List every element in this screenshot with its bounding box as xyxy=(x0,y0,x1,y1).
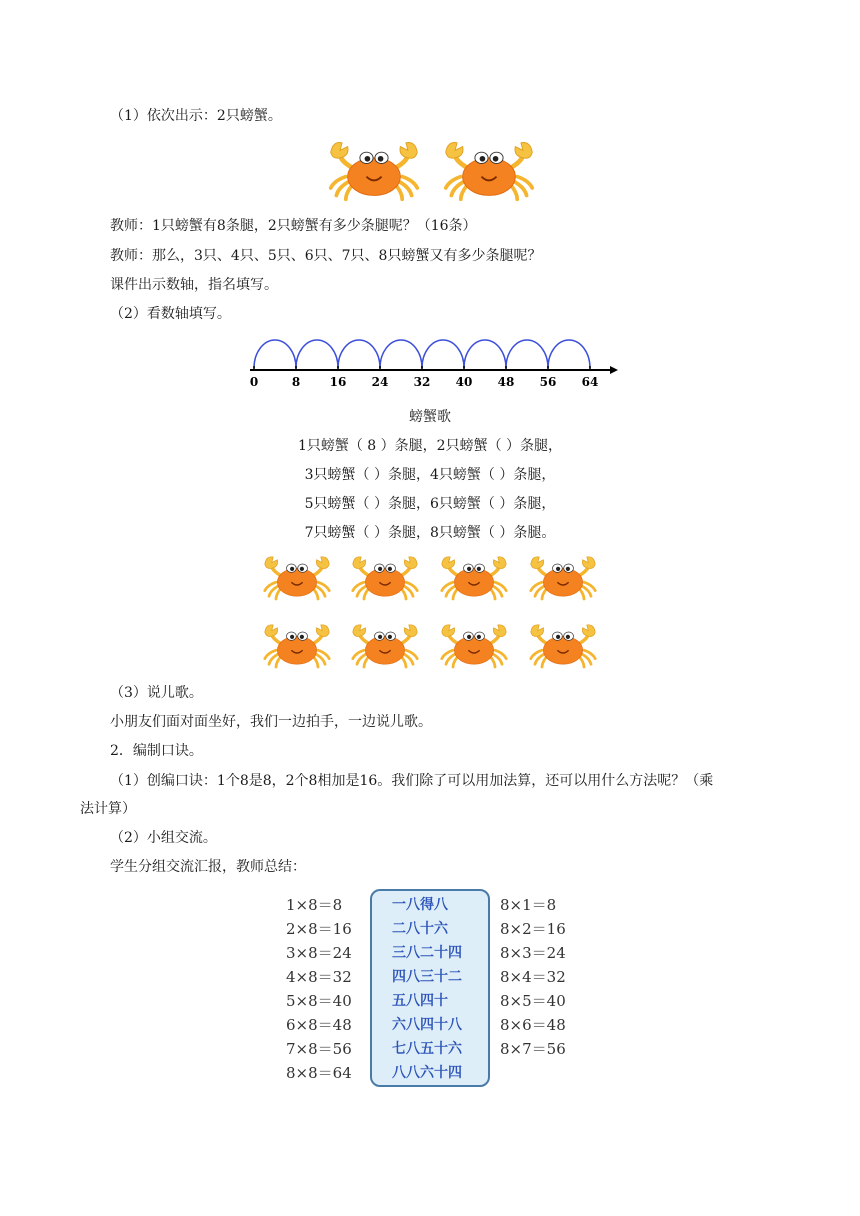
step-3-text: 小朋友们面对面坐好，我们一边拍手，一边说儿歌。 xyxy=(110,714,432,730)
equation: 8×5＝40 xyxy=(500,992,566,1010)
crab-icon xyxy=(528,552,598,604)
mnemonic: 一八得八 xyxy=(392,897,448,913)
summary-intro: 学生分组交流汇报，教师总结： xyxy=(110,859,306,875)
equation: 7×8＝56 xyxy=(286,1040,352,1058)
equation: 8×1＝8 xyxy=(500,896,557,914)
step-3-label: （3）说儿歌。 xyxy=(110,685,203,701)
number-line-label: 40 xyxy=(455,375,473,389)
equation: 8×3＝24 xyxy=(500,944,566,962)
number-line-label: 16 xyxy=(329,375,347,389)
number-line-arc xyxy=(506,340,548,368)
crab-icon xyxy=(350,620,420,672)
mnemonic: 二八十六 xyxy=(392,921,448,937)
create-mnemonic-text-cont: 法计算） xyxy=(80,801,136,817)
group-discuss-label: （2）小组交流。 xyxy=(110,830,217,846)
crab-icon xyxy=(442,138,536,204)
step-1-label: （1）依次出示：2只螃蟹。 xyxy=(110,108,282,124)
crab-icon xyxy=(262,620,332,672)
song-title: 螃蟹歌 xyxy=(409,409,451,425)
equation: 3×8＝24 xyxy=(286,944,352,962)
step-2-label: （2）看数轴填写。 xyxy=(110,306,231,322)
mnemonic: 三八二十四 xyxy=(392,945,462,961)
song-line: 5只螃蟹（ ）条腿，6只螃蟹（ ）条腿， xyxy=(304,496,556,512)
number-line-arc xyxy=(548,340,590,368)
number-line-label: 24 xyxy=(371,375,389,389)
number-line-label: 8 xyxy=(291,375,301,389)
number-line-arc xyxy=(254,340,296,368)
equation: 2×8＝16 xyxy=(286,920,352,938)
number-line-label: 48 xyxy=(497,375,515,389)
song-line: 7只螃蟹（ ）条腿，8只螃蟹（ ）条腿。 xyxy=(304,525,556,541)
mnemonic: 四八三十二 xyxy=(392,969,462,985)
create-mnemonic-text: （1）创编口诀：1个8是8，2个8相加是16。我们除了可以用加法算，还可以用什么方法呢？（乘 xyxy=(110,773,714,789)
right-equations xyxy=(500,893,566,1061)
teacher-question-2: 教师：那么，3只、4只、5只、6只、7只、8只螃蟹又有多少条腿呢？ xyxy=(110,248,542,264)
mnemonic: 七八五十六 xyxy=(392,1041,462,1057)
equation: 8×7＝56 xyxy=(500,1040,566,1058)
equation: 4×8＝32 xyxy=(286,968,352,986)
song-line: 1只螃蟹（ 8 ）条腿，2只螃蟹（ ）条腿， xyxy=(297,438,563,454)
equation: 8×4＝32 xyxy=(500,968,566,986)
crab-icon xyxy=(262,552,332,604)
section-heading: 2．编制口诀。 xyxy=(110,743,203,759)
crab-icon xyxy=(439,552,509,604)
mnemonic: 八八六十四 xyxy=(392,1065,462,1081)
equation: 6×8＝48 xyxy=(286,1016,352,1034)
number-line-label: 0 xyxy=(249,375,259,389)
crab-icon xyxy=(350,552,420,604)
crab-icon xyxy=(528,620,598,672)
number-line-label: 32 xyxy=(413,375,431,389)
mnemonic: 五八四十 xyxy=(392,993,448,1009)
teacher-question-1: 教师：1只螃蟹有8条腿，2只螃蟹有多少条腿呢？（16条） xyxy=(110,218,477,234)
song-line: 3只螃蟹（ ）条腿，4只螃蟹（ ）条腿， xyxy=(304,467,556,483)
equation: 8×8＝64 xyxy=(286,1064,352,1082)
courseware-note: 课件出示数轴，指名填写。 xyxy=(110,277,278,293)
left-equations xyxy=(286,893,352,1085)
number-line-arc xyxy=(380,340,422,368)
equation: 8×2＝16 xyxy=(500,920,566,938)
number-line-arc xyxy=(338,340,380,368)
crab-icon xyxy=(327,138,421,204)
crab-icon xyxy=(439,620,509,672)
number-line-label: 56 xyxy=(539,375,557,389)
mnemonic: 六八四十八 xyxy=(392,1017,462,1033)
equation: 5×8＝40 xyxy=(286,992,352,1010)
number-line-arc xyxy=(422,340,464,368)
number-line-label: 64 xyxy=(581,375,599,389)
number-line xyxy=(240,330,620,392)
equation: 1×8＝8 xyxy=(286,896,343,914)
number-line-arc xyxy=(464,340,506,368)
number-line-arc xyxy=(296,340,338,368)
mnemonic-list xyxy=(392,893,462,1085)
equation: 8×6＝48 xyxy=(500,1016,566,1034)
